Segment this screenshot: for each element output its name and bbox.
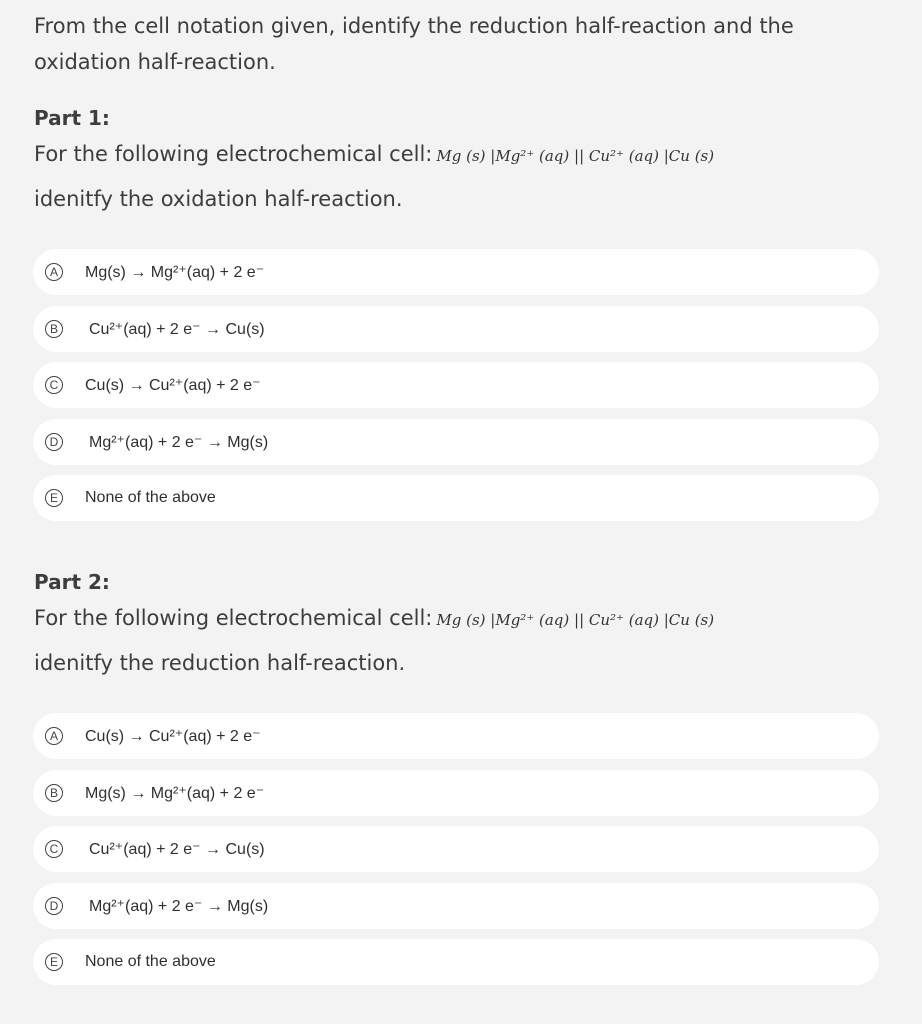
part-1-instruction: idenitfy the oxidation half-reaction.	[34, 187, 403, 211]
part-2-title: Part 2:	[34, 570, 110, 594]
question-intro: From the cell notation given, identify the reduction half-reaction and the oxidation half-reaction.	[34, 14, 794, 74]
part-1-option-b[interactable]	[33, 306, 879, 352]
part-2-options	[33, 713, 879, 996]
part-1-title: Part 1:	[34, 106, 110, 130]
option-letter-badge: C	[45, 840, 63, 858]
option-text: Cu²⁺(aq) + 2 e⁻ → Cu(s)	[89, 320, 265, 338]
part-1-prompt	[34, 142, 714, 166]
part-2-option-b[interactable]	[33, 770, 879, 816]
option-letter-badge: B	[45, 320, 63, 338]
option-letter-badge: E	[45, 953, 63, 971]
option-letter-badge: A	[45, 727, 63, 745]
part-1-options	[33, 249, 879, 532]
option-text: None of the above	[85, 489, 216, 506]
option-text: Cu(s) → Cu²⁺(aq) + 2 e⁻	[85, 377, 261, 394]
option-text: Mg²⁺(aq) + 2 e⁻ → Mg(s)	[89, 897, 269, 915]
option-letter-badge: B	[45, 784, 63, 802]
part-2-prompt-text: For the following electrochemical cell:	[34, 606, 433, 630]
part-1-option-d[interactable]	[33, 419, 879, 465]
part-2-option-c[interactable]	[33, 826, 879, 872]
part-1-cell-notation: Mg (s) |Mg²⁺ (aq) || Cu²⁺ (aq) |Cu (s)	[436, 147, 715, 165]
part-1-option-c[interactable]	[33, 362, 879, 408]
part-2-option-e[interactable]	[33, 939, 879, 985]
part-2-cell-notation: Mg (s) |Mg²⁺ (aq) || Cu²⁺ (aq) |Cu (s)	[436, 611, 715, 629]
part-1-option-e[interactable]	[33, 475, 879, 521]
part-2-option-a[interactable]	[33, 713, 879, 759]
option-text: Cu²⁺(aq) + 2 e⁻ → Cu(s)	[89, 841, 265, 858]
part-1-prompt-text: For the following electrochemical cell:	[34, 142, 433, 166]
option-letter-badge: C	[45, 376, 63, 394]
option-letter-badge: A	[45, 263, 63, 281]
option-letter-badge: E	[45, 489, 63, 507]
part-2-option-d[interactable]	[33, 883, 879, 929]
option-text: None of the above	[85, 953, 216, 970]
option-letter-badge: D	[45, 897, 63, 915]
option-text: Mg(s) → Mg²⁺(aq) + 2 e⁻	[85, 264, 265, 281]
option-text: Mg²⁺(aq) + 2 e⁻ → Mg(s)	[89, 433, 269, 451]
option-letter-badge: D	[45, 433, 63, 451]
option-text: Mg(s) → Mg²⁺(aq) + 2 e⁻	[85, 784, 265, 802]
option-text: Cu(s) → Cu²⁺(aq) + 2 e⁻	[85, 728, 261, 745]
part-2-prompt	[34, 606, 714, 630]
part-1-option-a[interactable]	[33, 249, 879, 295]
part-2-instruction: idenitfy the reduction half-reaction.	[34, 651, 406, 675]
